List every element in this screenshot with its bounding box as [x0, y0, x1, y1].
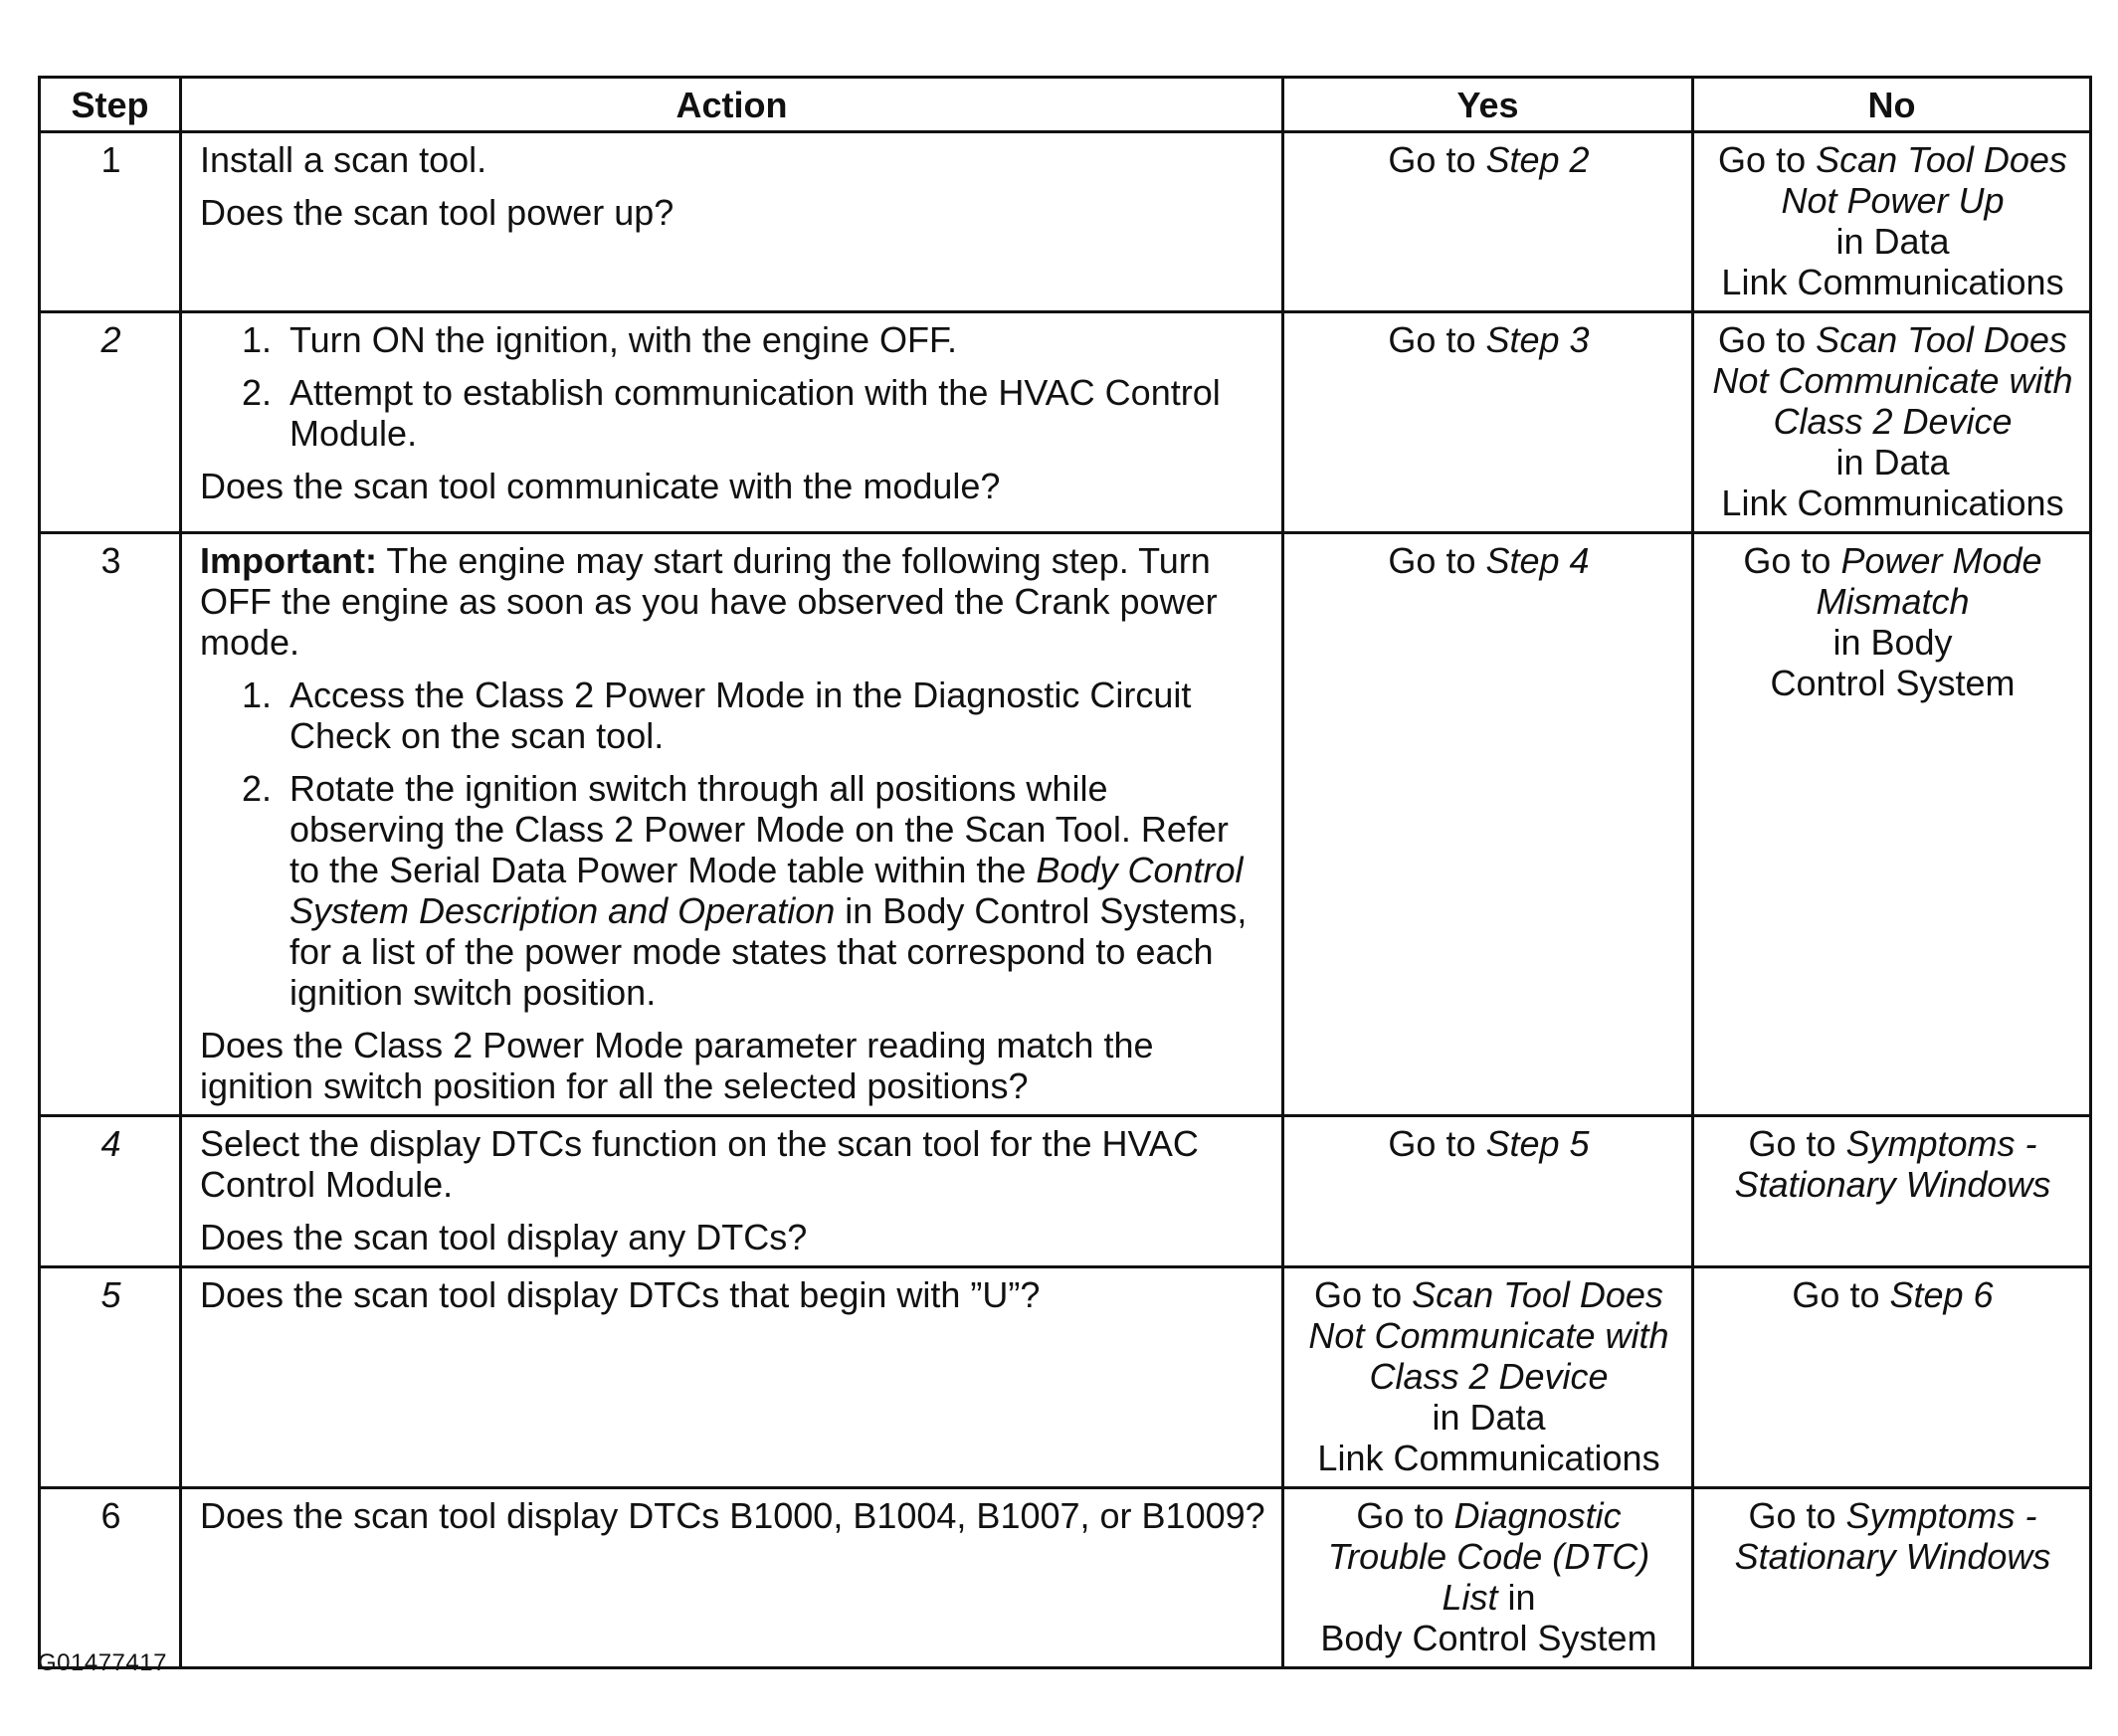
step-number-5	[40, 1267, 181, 1488]
substep-text: Rotate the ignition switch through all positions while observing the Class 2 Power Mode on the Scan Tool. Refer to the Serial Data Power Mode table within the	[289, 768, 1229, 890]
table-row-step-6	[40, 1488, 2091, 1668]
location-text: in Data	[1835, 221, 1950, 262]
action-cell-5	[181, 1267, 1283, 1488]
scan-tool-no-power-link[interactable]: Scan Tool Does Not Power Up	[1781, 139, 2067, 221]
go-to-text: Go to	[1314, 1274, 1413, 1315]
no-cell-2	[1693, 312, 2091, 533]
important-label: Important:	[200, 540, 377, 581]
yes-cell-3	[1283, 533, 1693, 1116]
location-text: Link Communications	[1317, 1438, 1660, 1478]
go-to-text: Go to	[1388, 540, 1486, 581]
header-action: Action	[181, 78, 1283, 132]
location-text: in Body	[1832, 622, 1953, 663]
header-no: No	[1693, 78, 2091, 132]
go-to-text: Go to	[1388, 319, 1486, 360]
scan-tool-no-communicate-link[interactable]: Scan Tool Does Not Communicate with Class 2 Device	[1308, 1274, 1669, 1397]
body-control-description-link[interactable]: Body Control System Description and Operation	[289, 850, 1244, 931]
step-number-text: 2	[100, 319, 121, 360]
yes-cell-2	[1283, 312, 1693, 533]
action-cell-4	[181, 1116, 1283, 1267]
header-yes: Yes	[1283, 78, 1693, 132]
table-row-step-5	[40, 1267, 2091, 1488]
no-cell-6	[1693, 1488, 2091, 1668]
go-to-text: Go to	[1388, 1123, 1486, 1164]
action-question: Does the scan tool display DTCs that begin with ”U”?	[200, 1274, 1041, 1315]
step-number-2	[40, 312, 181, 533]
go-to-text: Go to	[1748, 1495, 1846, 1536]
action-question: Does the scan tool communicate with the module?	[200, 466, 1001, 506]
location-text: Body Control System	[1320, 1618, 1657, 1658]
no-cell-5	[1693, 1267, 2091, 1488]
action-substep: 1. Access the Class 2 Power Mode in the Diagnostic Circuit Check on the scan tool.	[282, 675, 1265, 756]
go-to-text: Go to	[1718, 319, 1817, 360]
yes-cell-1	[1283, 132, 1693, 312]
table-row-step-1	[40, 132, 2091, 312]
go-to-text: Go to	[1388, 139, 1486, 180]
step-number-3: 3	[40, 533, 181, 1116]
yes-cell-5	[1283, 1267, 1693, 1488]
action-text: Select the display DTCs function on the scan tool for the HVAC Control Module.	[200, 1123, 1199, 1205]
symptoms-stationary-windows-link[interactable]: Symptoms -	[1845, 1123, 2037, 1164]
step-6-link[interactable]: Step 6	[1889, 1274, 1994, 1315]
step-2-link[interactable]: Step 2	[1485, 139, 1590, 180]
no-cell-4	[1693, 1116, 2091, 1267]
important-note	[200, 540, 1265, 663]
yes-cell-4	[1283, 1116, 1693, 1267]
table-row-step-4	[40, 1116, 2091, 1267]
table-row-step-2	[40, 312, 2091, 533]
action-cell-6	[181, 1488, 1283, 1668]
no-cell-1	[1693, 132, 2091, 312]
go-to-text: Go to	[1748, 1123, 1846, 1164]
action-substep	[282, 768, 1265, 1013]
action-question: Does the scan tool display any DTCs?	[200, 1217, 808, 1257]
action-text: Install a scan tool.	[200, 139, 487, 180]
step-number-4	[40, 1116, 181, 1267]
action-cell-3	[181, 533, 1283, 1116]
substep-text: in Body Control Systems, for a list of the power mode states that correspond to each ignition switch position.	[289, 890, 1248, 1013]
action-cell-2	[181, 312, 1283, 533]
location-text: Link Communications	[1721, 482, 2064, 523]
go-to-text: Go to	[1718, 139, 1817, 180]
symptoms-stationary-windows-link-cont[interactable]: Stationary Windows	[1734, 1536, 2051, 1577]
yes-cell-6	[1283, 1488, 1693, 1668]
location-text: in Data	[1835, 442, 1950, 482]
action-steps-list	[200, 319, 1265, 454]
location-text: in	[1497, 1577, 1536, 1618]
step-3-link[interactable]: Step 3	[1485, 319, 1590, 360]
location-text: Link Communications	[1721, 262, 2064, 302]
table-row-step-3	[40, 533, 2091, 1116]
symptoms-stationary-windows-link-cont[interactable]: Stationary Windows	[1734, 1164, 2051, 1205]
action-substep: 1. Turn ON the ignition, with the engine OFF.	[282, 319, 1265, 360]
step-5-link[interactable]: Step 5	[1485, 1123, 1590, 1164]
power-mode-mismatch-link[interactable]: Power Mode	[1840, 540, 2042, 581]
power-mode-mismatch-link-cont[interactable]: Mismatch	[1816, 581, 1970, 622]
action-substep: 2. Attempt to establish communication with the HVAC Control Module.	[282, 372, 1265, 454]
location-text: Control System	[1770, 663, 2016, 703]
action-cell-1	[181, 132, 1283, 312]
go-to-text: Go to	[1792, 1274, 1890, 1315]
action-question: Does the scan tool display DTCs B1000, B1004, B1007, or B1009?	[200, 1495, 1265, 1536]
action-question: Does the Class 2 Power Mode parameter reading match the ignition switch position for all the selected positions?	[200, 1025, 1154, 1106]
action-steps-list	[200, 675, 1265, 1013]
step-number-text: 5	[100, 1274, 121, 1315]
go-to-text: Go to	[1356, 1495, 1454, 1536]
step-number-text: 4	[100, 1123, 121, 1164]
important-text: The engine may start during the following step. Turn OFF the engine as soon as you have observed the Crank power mode.	[200, 540, 1218, 663]
location-text: in Data	[1432, 1397, 1546, 1438]
figure-id: G01477417	[38, 1649, 167, 1676]
dtc-list-link[interactable]: Diagnostic Trouble Code (DTC) List	[1327, 1495, 1650, 1618]
action-question: Does the scan tool power up?	[200, 192, 674, 233]
step-4-link[interactable]: Step 4	[1485, 540, 1590, 581]
go-to-text: Go to	[1743, 540, 1841, 581]
header-step: Step	[40, 78, 181, 132]
no-cell-3	[1693, 533, 2091, 1116]
diagnostic-table	[38, 76, 2092, 1669]
header-row	[40, 78, 2091, 132]
step-number-1: 1	[40, 132, 181, 312]
step-number-6: 6	[40, 1488, 181, 1668]
scan-tool-no-communicate-link[interactable]: Scan Tool Does Not Communicate with Class 2 Device	[1712, 319, 2073, 442]
symptoms-stationary-windows-link[interactable]: Symptoms -	[1845, 1495, 2037, 1536]
